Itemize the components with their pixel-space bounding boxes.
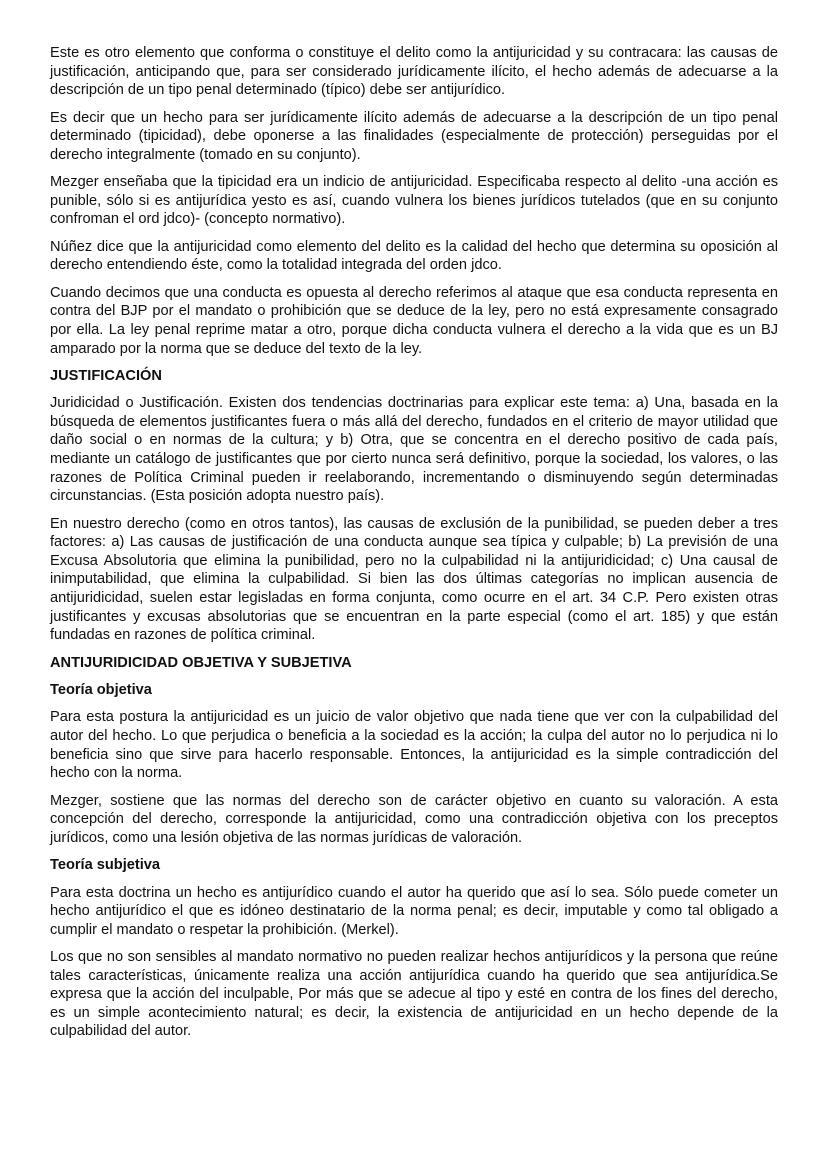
heading-antijuridicidad-objetiva-subjetiva: ANTIJURIDICIDAD OBJETIVA Y SUBJETIVA — [50, 654, 352, 671]
paragraph-nunez: Núñez dice que la antijuricidad como elemento del delito es la calidad del hecho que determina su oposición al derecho entendiendo éste, como la totalidad integrada del orden jdco. — [50, 238, 778, 274]
paragraph-conducta-opuesta: Cuando decimos que una conducta es opuesta al derecho referimos al ataque que esa conducta representa en contra del BJP por el mandato o prohibición que se deduce de la ley, pero no está expresamente consagrado por ella. La ley penal reprime matar a otro, porque dicha conducta vulnera el derecho a la vida que es un BJ amparado por la norma que se deduce del texto de la ley. — [50, 284, 778, 357]
paragraph-intro: Este es otro elemento que conforma o constituye el delito como la antijuricidad y su contracara: las causas de justificación, anticipando que, para ser considerado jurídicamente ilícito, el hecho además de adecuarse a la descripción de un tipo penal determinado (típico) debe ser antijurídico. — [50, 45, 778, 99]
paragraph-mezger-indicio: Mezger enseñaba que la tipicidad era un indicio de antijuricidad. Especificaba respecto al delito -una acción es punible, sólo si es antijurídica yesto es así, cuando vulnera los bienes jurídicos tutelados (que en su conjunto confroman el ord jdco)- (concepto normativo). — [50, 174, 778, 228]
paragraph-juridicidad: Juridicidad o Justificación. Existen dos tendencias doctrinarias para explicar este tema: a) Una, basada en la búsqueda de elementos justificantes fuera o más allá del derecho, fundados en el criterio de mayor utilidad que daño social o en normas de la cultura; y b) Otra, que se concentra en el derecho positivo de cada país, mediante un catálogo de justificantes que por cierto nunca será definitivo, porque la sociedad, los valores, o las razones de Política Criminal pueden ir reelaborando, incrementando o disminuyendo según determinadas circunstancias. (Esta posición adopta nuestro país). — [50, 395, 778, 505]
paragraph-tipicidad: Es decir que un hecho para ser jurídicamente ilícito además de adecuarse a la descripción de un tipo penal determinado (tipicidad), debe oponerse a las finalidades (especialmente de protección) perseguidas por el derecho integralmente (tomado en su conjunto). — [50, 109, 778, 163]
paragraph-exclusion-punibilidad: En nuestro derecho (como en otros tantos), las causas de exclusión de la punibilidad, se pueden deber a tres factores: a) Las causas de justificación de una conducta aunque sea típica y culpable; b) La previsión de una Excusa Absolutoria que elimina la punibilidad, pero no la culpabilidad ni la antijuridicidad; c) Una causal de inimputabilidad, que elimina la culpabilidad. Si bien las dos últimas categorías no implican ausencia de antijuridicidad, suelen estar legisladas en forma conjunta, como ocurre en el art. 34 C.P. Pero existen otras justificantes y excusas absolutorias que se encuentran en la parte especial (como el art. 185) y que están fundadas en razones de política criminal. — [50, 515, 778, 644]
heading-teoria-subjetiva: Teoría subjetiva — [50, 857, 161, 874]
paragraph-teoria-objetiva: Para esta postura la antijuricidad es un juicio de valor objetivo que nada tiene que ver con la culpabilidad del autor del hecho. Lo que perjudica o beneficia a la sociedad es la acción; la culpa del autor no lo perjudica ni lo beneficia sino que sirve para hacerlo responsable. Entonces, la antijuricidad es la simple contradicción del hecho con la norma. — [50, 709, 778, 782]
paragraph-mezger-normas: Mezger, sostiene que las normas del derecho son de carácter objetivo en cuanto su valoración. A esta concepción del derecho, corresponde la antijuricidad, como una contradicción objetiva con los preceptos jurídicos, como una lesión objetiva de las normas jurídicas de valoración. — [50, 792, 778, 846]
paragraph-mandato-normativo: Los que no son sensibles al mandato normativo no pueden realizar hechos antijurídicos y la persona que reúne tales características, únicamente realiza una acción antijurídica cuando ha querido que sea antijurídica.Se expresa que la acción del inculpable, Por más que se adecue al tipo y esté en contra de los fines del derecho, es un simple acontecimiento natural; es decir, la existencia de antijuricidad en un hecho depende de la culpabilidad del autor. — [50, 949, 778, 1040]
heading-teoria-objetiva: Teoría objetiva — [50, 681, 152, 698]
heading-justificacion: JUSTIFICACIÓN — [50, 367, 162, 384]
paragraph-teoria-subjetiva: Para esta doctrina un hecho es antijurídico cuando el autor ha querido que así lo sea. Sólo puede cometer un hecho antijurídico el que es idóneo destinatario de la norma penal; es decir, imputable y como tal obligado a cumplir el mandato o respetar la prohibición. (Merkel). — [50, 884, 778, 938]
